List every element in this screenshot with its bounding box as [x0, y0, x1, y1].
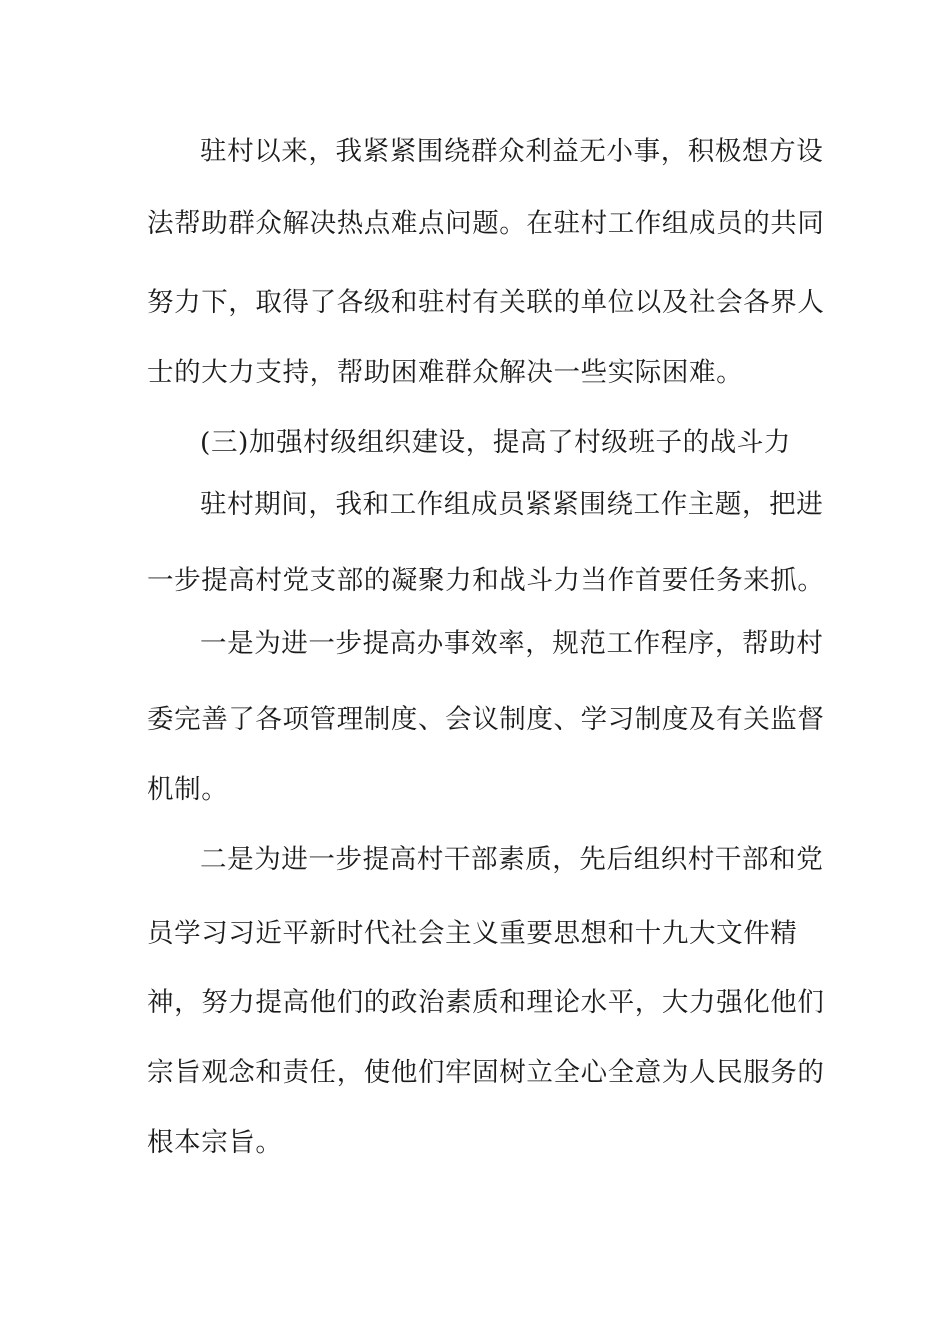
paragraph-line: 委完善了各项管理制度、会议制度、学习制度及有关监督 [147, 704, 825, 735]
paragraph-line: 二是为进一步提高村干部素质，先后组织村干部和党 [200, 844, 824, 875]
paragraph-line: 宗旨观念和责任，使他们牢固树立全心全意为人民服务的 [147, 1057, 825, 1088]
section-heading: (三)加强村级组织建设，提高了村级班子的战斗力 [200, 427, 791, 458]
paragraph-line: 士的大力支持，帮助困难群众解决一些实际困难。 [147, 357, 744, 388]
paragraph-line: 努力下，取得了各级和驻村有关联的单位以及社会各界人 [147, 287, 825, 318]
paragraph-line: 法帮助群众解决热点难点问题。在驻村工作组成员的共同 [147, 208, 825, 239]
paragraph-line: 根本宗旨。 [147, 1127, 283, 1158]
paragraph-line: 一是为进一步提高办事效率，规范工作程序，帮助村 [200, 628, 824, 659]
paragraph-line: 机制。 [147, 774, 229, 805]
paragraph-line: 一步提高村党支部的凝聚力和战斗力当作首要任务来抓。 [147, 565, 825, 596]
paragraph-line: 神，努力提高他们的政治素质和理论水平，大力强化他们 [147, 987, 825, 1018]
paragraph-line: 驻村期间，我和工作组成员紧紧围绕工作主题，把进 [200, 489, 824, 520]
paragraph-line: 驻村以来，我紧紧围绕群众利益无小事，积极想方设 [200, 136, 824, 167]
paragraph-line: 员学习习近平新时代社会主义重要思想和十九大文件精 [147, 918, 798, 949]
